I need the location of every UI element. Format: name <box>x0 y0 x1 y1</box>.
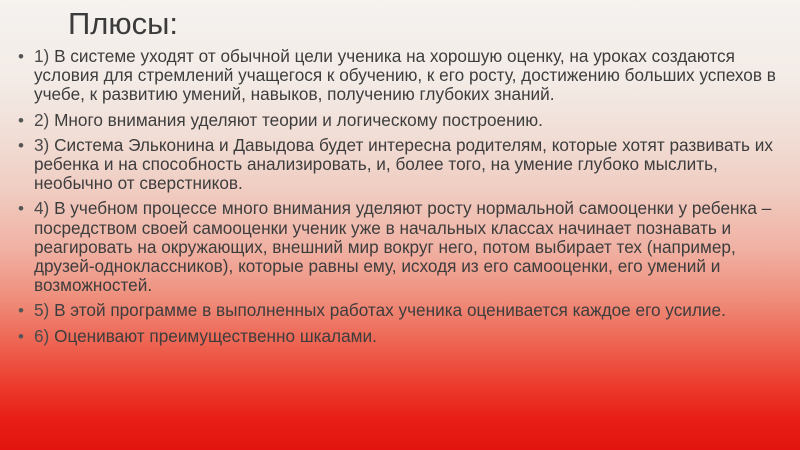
bullet-number: 5) <box>34 300 50 321</box>
bullet-item-2 <box>18 111 788 130</box>
bullet-dot-icon: • <box>18 135 24 155</box>
bullet-item-1 <box>18 47 788 105</box>
bullet-item-5 <box>18 301 788 320</box>
bullet-item-6 <box>18 327 788 346</box>
slide-title: Плюсы: <box>68 6 179 41</box>
bullet-list <box>18 47 788 352</box>
bullet-item-3 <box>18 136 788 194</box>
bullet-number: 4) <box>34 198 50 219</box>
bullet-dot-icon: • <box>18 326 24 346</box>
bullet-text: Система Эльконина и Давыдова будет интересна родителям, которые хотят развивать их ребенка и на способность анализировать, и, более того, на умение глубоко мыслить, необычно от сверстников. <box>34 134 773 194</box>
bullet-text: Оценивают преимущественно шкалами. <box>49 325 377 346</box>
bullet-dot-icon: • <box>18 301 24 321</box>
bullet-number: 2) <box>34 109 50 130</box>
bullet-item-4 <box>18 199 788 295</box>
bullet-text: В системе уходят от обычной цели ученика на хорошую оценку, на уроках создаются условия для стремлений учащегося к обучению, к его росту, достижению больших успехов в учебе, к развитию умений, навыков, получению глубоких знаний. <box>34 46 776 105</box>
bullet-dot-icon: • <box>18 110 24 130</box>
bullet-number: 1) <box>34 46 50 66</box>
bullet-number: 3) <box>34 134 50 155</box>
bullet-dot-icon: • <box>18 199 24 219</box>
bullet-dot-icon: • <box>18 47 24 66</box>
bullet-text: В этой программе в выполненных работах ученика оценивается каждое его усилие. <box>49 300 726 321</box>
bullet-text: В учебном процессе много внимания уделяют росту нормальной самооценки у ребенка – посредством своей самооценки ученик уже в начальных классах начинает познавать и реагировать на окружающих, внешний мир вокруг него, потом выбирает тех (например, друзей-одноклассников), которые равны ему, исходя из его самооценки, его умений и возможностей. <box>34 198 772 296</box>
bullet-text: Много внимания уделяют теории и логическому построению. <box>49 109 543 130</box>
bullet-number: 6) <box>34 325 50 346</box>
